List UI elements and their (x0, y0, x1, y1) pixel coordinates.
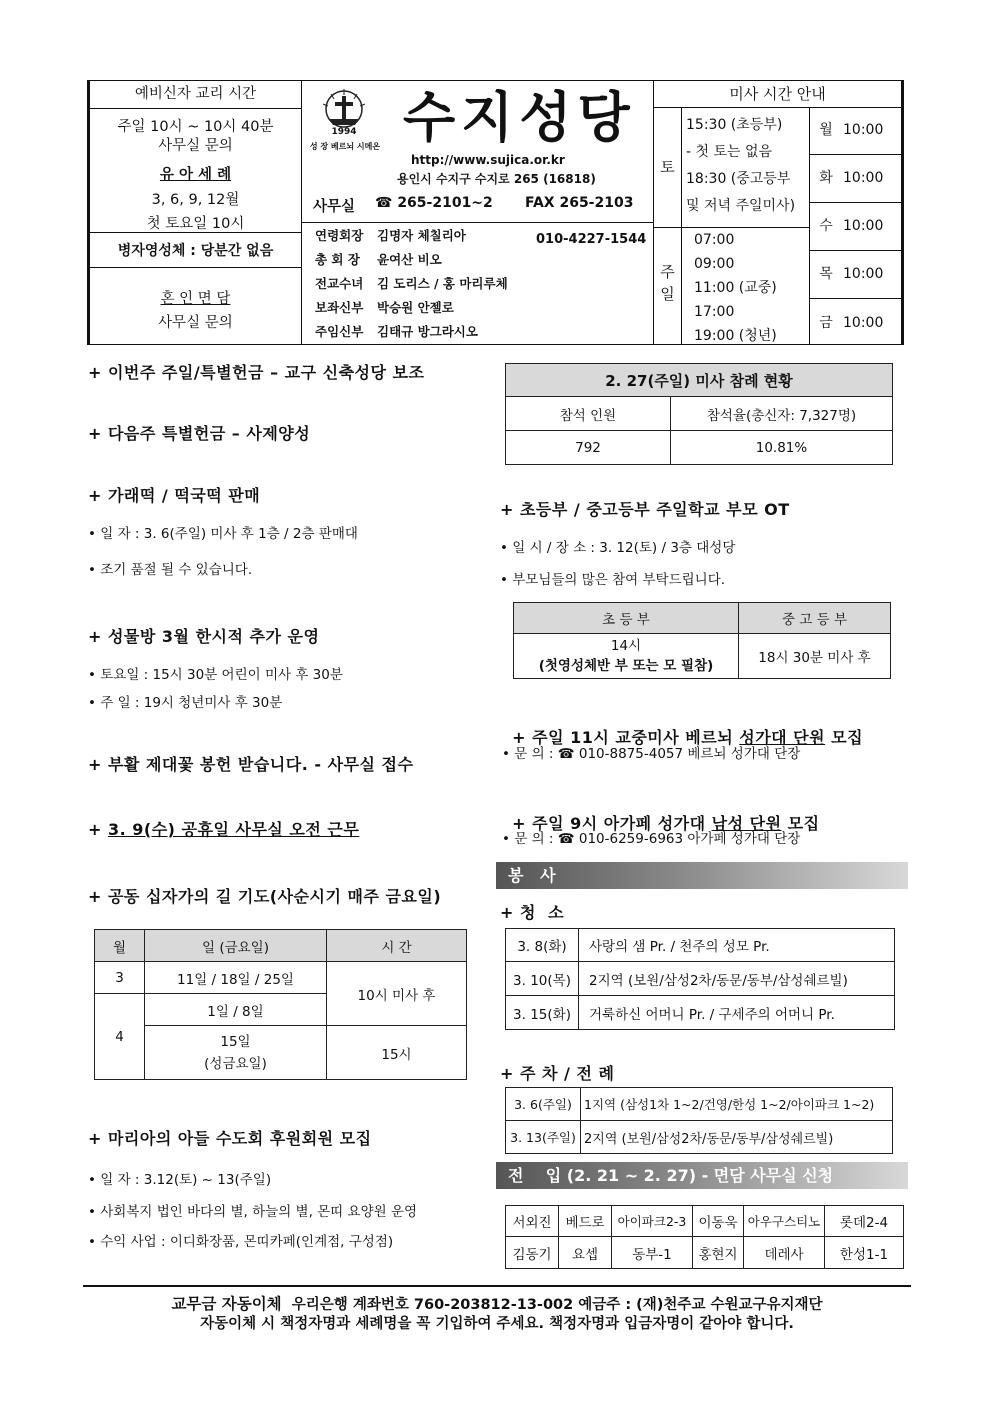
weekday-row (809, 155, 901, 203)
table-cell: 롯데2-4 (825, 1206, 904, 1237)
table-cell: 1지역 (삼성1차 1~2/건영/한성 1~2/아이파크 1~2) (581, 1088, 893, 1121)
parish-address: 용인시 수지구 수지로 265 (16818) (397, 172, 596, 186)
footer-line-1 (83, 1292, 911, 1314)
staff-phone: 010-4227-1544 (536, 232, 647, 247)
logo-caption: 성 장 베르뇌 시메온 (309, 142, 381, 151)
staff-name: 박승원 안젤로 (377, 300, 454, 315)
weekday-time: 10:00 (843, 218, 884, 234)
cleaning-title: + 청 소 (500, 903, 565, 922)
infant-baptism-months: 3, 6, 9, 12월 (151, 192, 240, 208)
table-cell: 데레사 (744, 1237, 825, 1269)
table-header: 월 (95, 930, 145, 962)
monastery-welfare: • 사회복지 법인 바다의 별, 하늘의 별, 몬띠 요양원 운영 (88, 1204, 418, 1220)
holiday-office-prefix: + (88, 820, 108, 839)
table-cell: 11일 / 18일 / 25일 (145, 962, 327, 994)
cell-line: (성금요일) (204, 1055, 267, 1072)
table-cell: 요셉 (559, 1237, 612, 1269)
mass-times-panel (654, 81, 901, 344)
rice-cake-sale-title: + 가래떡 / 떡국떡 판매 (88, 486, 261, 505)
table-cell: 10시 미사 후 (327, 962, 467, 1026)
table-header: 참석율(총신자: 7,327명) (671, 397, 893, 431)
parking-table (505, 1087, 893, 1154)
shop-extra-hours-title: + 성물방 3월 한시적 추가 운영 (88, 627, 320, 646)
parish-url: http://www.sujica.or.kr (411, 153, 565, 167)
footer-line-2: 자동이체 시 책정자명과 세례명을 꼭 기입하여 주세요. 책정자명과 입금자명이 같아야 합니다. (200, 1316, 794, 1332)
saturday-label: 토 (660, 158, 675, 176)
choir1-highlight: 성가대 단원 (739, 728, 826, 747)
staff-role: 총 회 장 (315, 252, 360, 267)
sunday-time-line: 07:00 (694, 232, 735, 248)
table-cell: 3. 6(주일) (506, 1088, 581, 1121)
choir2-highlight: 남성 단원 (711, 814, 782, 833)
staff-row (315, 224, 508, 248)
cleaning-table (505, 928, 895, 1030)
parent-ot-datetime: • 일 시 / 장 소 : 3. 12(토) / 3층 대성당 (500, 540, 736, 556)
table-header: 참석 인원 (506, 397, 671, 431)
staff-row (315, 248, 508, 272)
weekday-name: 금 (819, 315, 833, 331)
table-cell: 홍현지 (693, 1237, 744, 1269)
sick-communion-note: 병자영성체 : 당분간 없음 (117, 243, 274, 259)
cell-line: 15일 (220, 1033, 251, 1050)
saturday-time-line: 15:30 (초등부) (686, 117, 783, 133)
staff-role: 주임신부 (315, 324, 364, 339)
table-cell: 김동기 (506, 1237, 559, 1269)
mass-times-title: 미사 시간 안내 (654, 81, 901, 108)
choir2-prefix: + 주일 9시 아가페 성가대 (512, 814, 712, 833)
parking-liturgy-title: + 주 차 / 전 례 (500, 1064, 615, 1083)
table-cell: 15시 (327, 1026, 467, 1080)
parent-ot-table (513, 602, 891, 679)
stations-of-cross-title: + 공동 십자가의 길 기도(사순시기 매주 금요일) (88, 887, 442, 906)
table-cell (145, 1026, 327, 1080)
attendance-title: 2. 27(주일) 미사 참례 현황 (506, 364, 893, 397)
logo-year: 1994 (331, 127, 357, 137)
staff-row (315, 296, 508, 320)
saturday-time-line: 및 저녁 주일미사) (686, 198, 796, 214)
weekday-row (809, 107, 901, 155)
staff-name: 김명자 체칠리아 (377, 228, 466, 243)
table-cell: 1일 / 8일 (145, 994, 327, 1026)
table-cell: 이동욱 (693, 1206, 744, 1237)
table-cell: 4 (95, 994, 145, 1080)
attendance-rate: 10.81% (671, 431, 893, 465)
table-cell: 3. 13(주일) (506, 1121, 581, 1154)
saturday-time-line: - 첫 토는 없음 (686, 144, 773, 160)
infant-baptism-time: 첫 토요일 10시 (146, 216, 245, 232)
monastery-business: • 수익 사업 : 이디화장품, 몬띠카페(인계점, 구성점) (88, 1234, 394, 1250)
table-cell: 베드로 (559, 1206, 612, 1237)
sunday-time-line: 19:00 (청년) (694, 328, 777, 344)
shop-saturday-hours: • 토요일 : 15시 30분 어린이 미사 후 30분 (88, 667, 343, 683)
offering-this-week: + 이번주 주일/특별헌금 – 교구 신축성당 보조 (88, 363, 425, 382)
bank-account-info: 우리은행 계좌번호 760-203812-13-002 예금주 : (재)천주교 수원교구유지재단 (281, 1297, 823, 1313)
holiday-office-text: 3. 9(수) 공휴일 사무실 오전 근무 (107, 820, 360, 839)
sunday-time-line: 09:00 (694, 256, 735, 272)
staff-role: 전교수녀 (315, 276, 364, 291)
move-in-table (505, 1205, 904, 1269)
table-cell: 서외진 (506, 1206, 559, 1237)
weekday-name: 목 (819, 266, 833, 282)
office-label: 사무실 (313, 199, 356, 215)
parish-name: 수지성당 (403, 86, 636, 149)
easter-flowers-notice: + 부활 제대꽃 봉헌 받습니다. - 사무실 접수 (88, 755, 414, 774)
weekday-time: 10:00 (843, 315, 884, 331)
table-cell: 3. 15(화) (506, 996, 579, 1030)
holiday-office-notice (88, 817, 359, 840)
weekday-name: 수 (819, 218, 833, 234)
marriage-office: 사무실 문의 (158, 315, 233, 331)
table-header: 초 등 부 (514, 603, 739, 634)
table-cell: 거룩하신 어머니 Pr. / 구세주의 어머니 Pr. (579, 996, 895, 1030)
staff-name: 윤여산 비오 (377, 252, 442, 267)
saturday-times (686, 112, 795, 220)
weekday-time: 10:00 (843, 266, 884, 282)
cell-line: 14시 (610, 638, 642, 654)
choir2-contact: • 문 의 : ☎ 010-6259-6963 아가페 성가대 단장 (502, 831, 801, 847)
sunday-label: 주 일 (660, 263, 675, 303)
catechism-title: 예비신자 교리 시간 (90, 81, 301, 109)
table-cell: 3 (95, 962, 145, 994)
table-cell (514, 634, 739, 679)
staff-row (315, 272, 508, 296)
choir1-prefix: + 주일 11시 교중미사 베르뇌 (512, 728, 740, 747)
weekday-list (809, 107, 901, 347)
weekday-name: 화 (819, 170, 833, 186)
table-header: 시 간 (327, 930, 467, 962)
table-header: 일 (금요일) (145, 930, 327, 962)
office-phone: ☎ 265-2101~2 (375, 195, 493, 211)
choir1-contact: • 문 의 : ☎ 010-8875-4057 베르뇌 성가대 단장 (502, 746, 801, 762)
monastery-date: • 일 자 : 3.12(토) ~ 13(주일) (88, 1172, 272, 1188)
staff-row (315, 320, 508, 344)
weekday-name: 월 (819, 122, 833, 138)
catechism-time: 주일 10시 ~ 10시 40분 (117, 119, 274, 135)
move-in-section-bar: 전 입 (2. 21 ~ 2. 27) - 면담 사무실 신청 (496, 1162, 908, 1189)
weekday-row (809, 251, 901, 299)
table-cell: 3. 10(목) (506, 962, 579, 996)
weekday-row (809, 203, 901, 251)
rice-cake-sale-note: • 조기 품절 될 수 있습니다. (88, 562, 253, 578)
table-cell: 아이파크2-3 (612, 1206, 693, 1237)
staff-name: 김 도리스 / 홍 마리루체 (377, 276, 508, 291)
parent-ot-title: + 초등부 / 중고등부 주일학교 부모 OT (500, 500, 790, 519)
table-cell: 아우구스티노 (744, 1206, 825, 1237)
staff-role: 보좌신부 (315, 300, 364, 315)
table-cell: 동부-1 (612, 1237, 693, 1269)
catechism-office: 사무실 문의 (158, 138, 233, 154)
table-header: 중 고 등 부 (739, 603, 891, 634)
table-cell: 한성1-1 (825, 1237, 904, 1269)
stations-table (94, 929, 467, 1080)
weekday-time: 10:00 (843, 122, 884, 138)
sunday-times (694, 228, 777, 348)
table-cell: 사랑의 샘 Pr. / 천주의 성모 Pr. (579, 929, 895, 962)
monastery-sponsor-title: + 마리아의 아들 수도회 후원회원 모집 (88, 1129, 372, 1148)
sunday-time-line: 17:00 (694, 304, 735, 320)
office-fax: FAX 265-2103 (525, 195, 634, 211)
footer-divider (83, 1285, 911, 1287)
staff-name: 김태규 방그라시오 (377, 324, 478, 339)
staff-list (315, 224, 508, 344)
choir1-suffix: 모집 (825, 728, 864, 747)
table-cell: 18시 30분 미사 후 (739, 634, 891, 679)
sunday-time-line: 11:00 (교중) (694, 280, 777, 296)
table-cell: 3. 8(화) (506, 929, 579, 962)
autopay-label: 교무금 자동이체 (171, 1295, 282, 1313)
staff-role: 연령회장 (315, 228, 364, 243)
shop-sunday-hours: • 주 일 : 19시 청년미사 후 30분 (88, 695, 283, 711)
infant-baptism-title: 유 아 세 례 (159, 167, 232, 183)
parish-logo (309, 87, 381, 157)
offering-next-week: + 다음주 특별헌금 – 사제양성 (88, 424, 311, 443)
table-cell: 2지역 (보원/삼성2차/동문/동부/삼성쉐르빌) (581, 1121, 893, 1154)
rice-cake-sale-date: • 일 자 : 3. 6(주일) 미사 후 1층 / 2층 판매대 (88, 526, 358, 542)
choir2-suffix: 모집 (781, 814, 820, 833)
attendance-count: 792 (506, 431, 671, 465)
saturday-time-line: 18:30 (중고등부 (686, 171, 791, 187)
attendance-table (505, 363, 893, 465)
cell-line: (첫영성체반 부 또는 모 필참) (538, 658, 714, 674)
weekday-time: 10:00 (843, 170, 884, 186)
service-section-bar: 봉 사 (496, 862, 908, 889)
weekday-row (809, 299, 901, 347)
marriage-title: 혼 인 면 담 (160, 291, 231, 307)
table-cell: 2지역 (보원/삼성2차/동문/동부/삼성쉐르빌) (579, 962, 895, 996)
header-center-panel (301, 81, 654, 344)
header-left-panel (90, 81, 302, 344)
parent-ot-note: • 부모님들의 많은 참여 부탁드립니다. (500, 572, 726, 588)
